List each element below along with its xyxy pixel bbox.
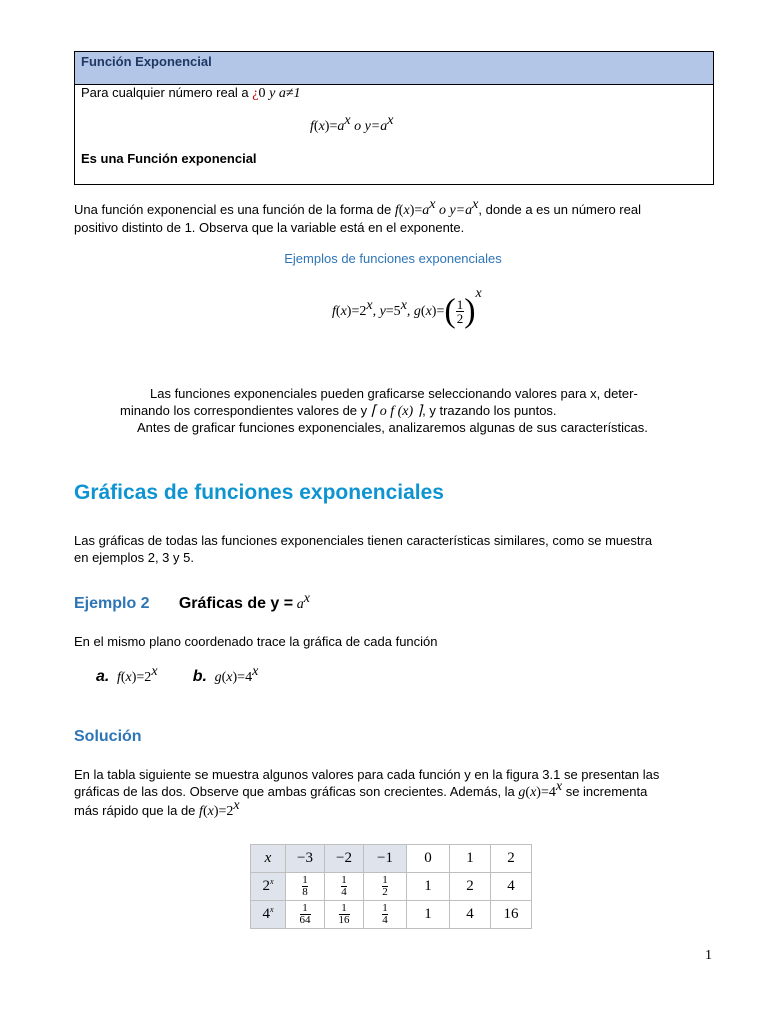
examples-caption: Ejemplos de funciones exponenciales <box>284 251 502 266</box>
values-table <box>250 844 532 929</box>
table-cell: 2 <box>491 845 532 873</box>
table-cell: $\frac{1}{4}$ <box>364 901 407 929</box>
table-cell: 4 <box>450 901 491 929</box>
solution-line1: En la tabla siguiente se muestra algunos valores para cada función y en la figura 3.1 se presentan las <box>74 767 660 782</box>
graph-paragraph-line2: minando los correspondientes valores de y ⌈ o f (x) ⌉, y trazando los puntos. <box>120 403 557 419</box>
table-cell: $\frac{1}{16}$ <box>325 901 364 929</box>
section-title: Gráficas de funciones exponenciales <box>74 481 444 504</box>
table-row <box>251 873 532 901</box>
definition-box <box>74 51 714 185</box>
table-cell: 16 <box>491 901 532 929</box>
table-row <box>251 901 532 929</box>
example2-label: Ejemplo 2 <box>74 595 150 612</box>
table-cell: −1 <box>364 845 407 873</box>
intro-paragraph: Una función exponencial es una función de la forma de $f(x)=a^x$ o $y=a^x$, donde a es un número real positivo distinto de 1. Observa que la variable está en el exponente. <box>74 197 641 235</box>
example2-heading: Ejemplo 2 Gráficas de $y = a^x$ <box>74 591 310 612</box>
table-cell: $\frac{1}{64}$ <box>286 901 325 929</box>
page-number: 1 <box>705 948 712 963</box>
example2-items: a. $f(x)=2^x$ b. $g(x)=4^x$ <box>96 664 259 685</box>
definition-formula: $f(x)=a^x$ o $y=a^x$ <box>310 113 394 134</box>
graph-paragraph-line1: Las funciones exponenciales pueden graficarse seleccionando valores para x, deter- <box>150 386 638 401</box>
table-cell: $\frac{1}{4}$ <box>325 873 364 901</box>
item-a-label: a. <box>96 668 110 685</box>
table-cell: 2 <box>450 873 491 901</box>
graph-paragraph-line3: Antes de graficar funciones exponenciales, analizaremos algunas de sus características. <box>137 420 648 435</box>
table-header-row <box>251 845 532 873</box>
table-cell: 0 <box>407 845 450 873</box>
solution-title: Solución <box>74 728 142 745</box>
table-cell: $\frac{1}{2}$ <box>364 873 407 901</box>
table-cell: $\frac{1}{8}$ <box>286 873 325 901</box>
example2-instruction: En el mismo plano coordenado trace la gráfica de cada función <box>74 634 438 649</box>
table-cell: x <box>251 845 286 873</box>
definition-title: Función Exponencial <box>75 52 713 85</box>
example2-title: Gráficas de y = <box>178 595 294 612</box>
solution-line3: más rápido que la de $f(x)=2^x$ <box>74 798 240 819</box>
definition-line-1: Para cualquier número real a ¿0 y a≠1 <box>81 85 301 101</box>
item-b-label: b. <box>192 668 207 685</box>
table-row-label: 4$^x$ <box>251 901 286 929</box>
solution-line2: gráficas de las dos. Observe que ambas gráficas son crecientes. Además, la $g(x)=4^x$ se incrementa <box>74 779 648 800</box>
table-cell: −3 <box>286 845 325 873</box>
table-cell: 1 <box>407 901 450 929</box>
examples-formula: $f(x)=2^x$, $y=5^x$, g(x)=( $\frac{1}{2}$ )$^x$ <box>332 286 482 330</box>
one-half-fraction: $\frac{1}{2}$ <box>456 297 464 327</box>
definition-conclusion: Es una Función exponencial <box>81 151 257 166</box>
table-row-label: 2$^x$ <box>251 873 286 901</box>
section-paragraph: Las gráficas de todas las funciones exponenciales tienen características similares, como se muestra en ejemplos 2, 3 y 5. <box>74 533 653 565</box>
table-cell: 1 <box>450 845 491 873</box>
table-cell: 4 <box>491 873 532 901</box>
table-cell: 1 <box>407 873 450 901</box>
table-cell: −2 <box>325 845 364 873</box>
